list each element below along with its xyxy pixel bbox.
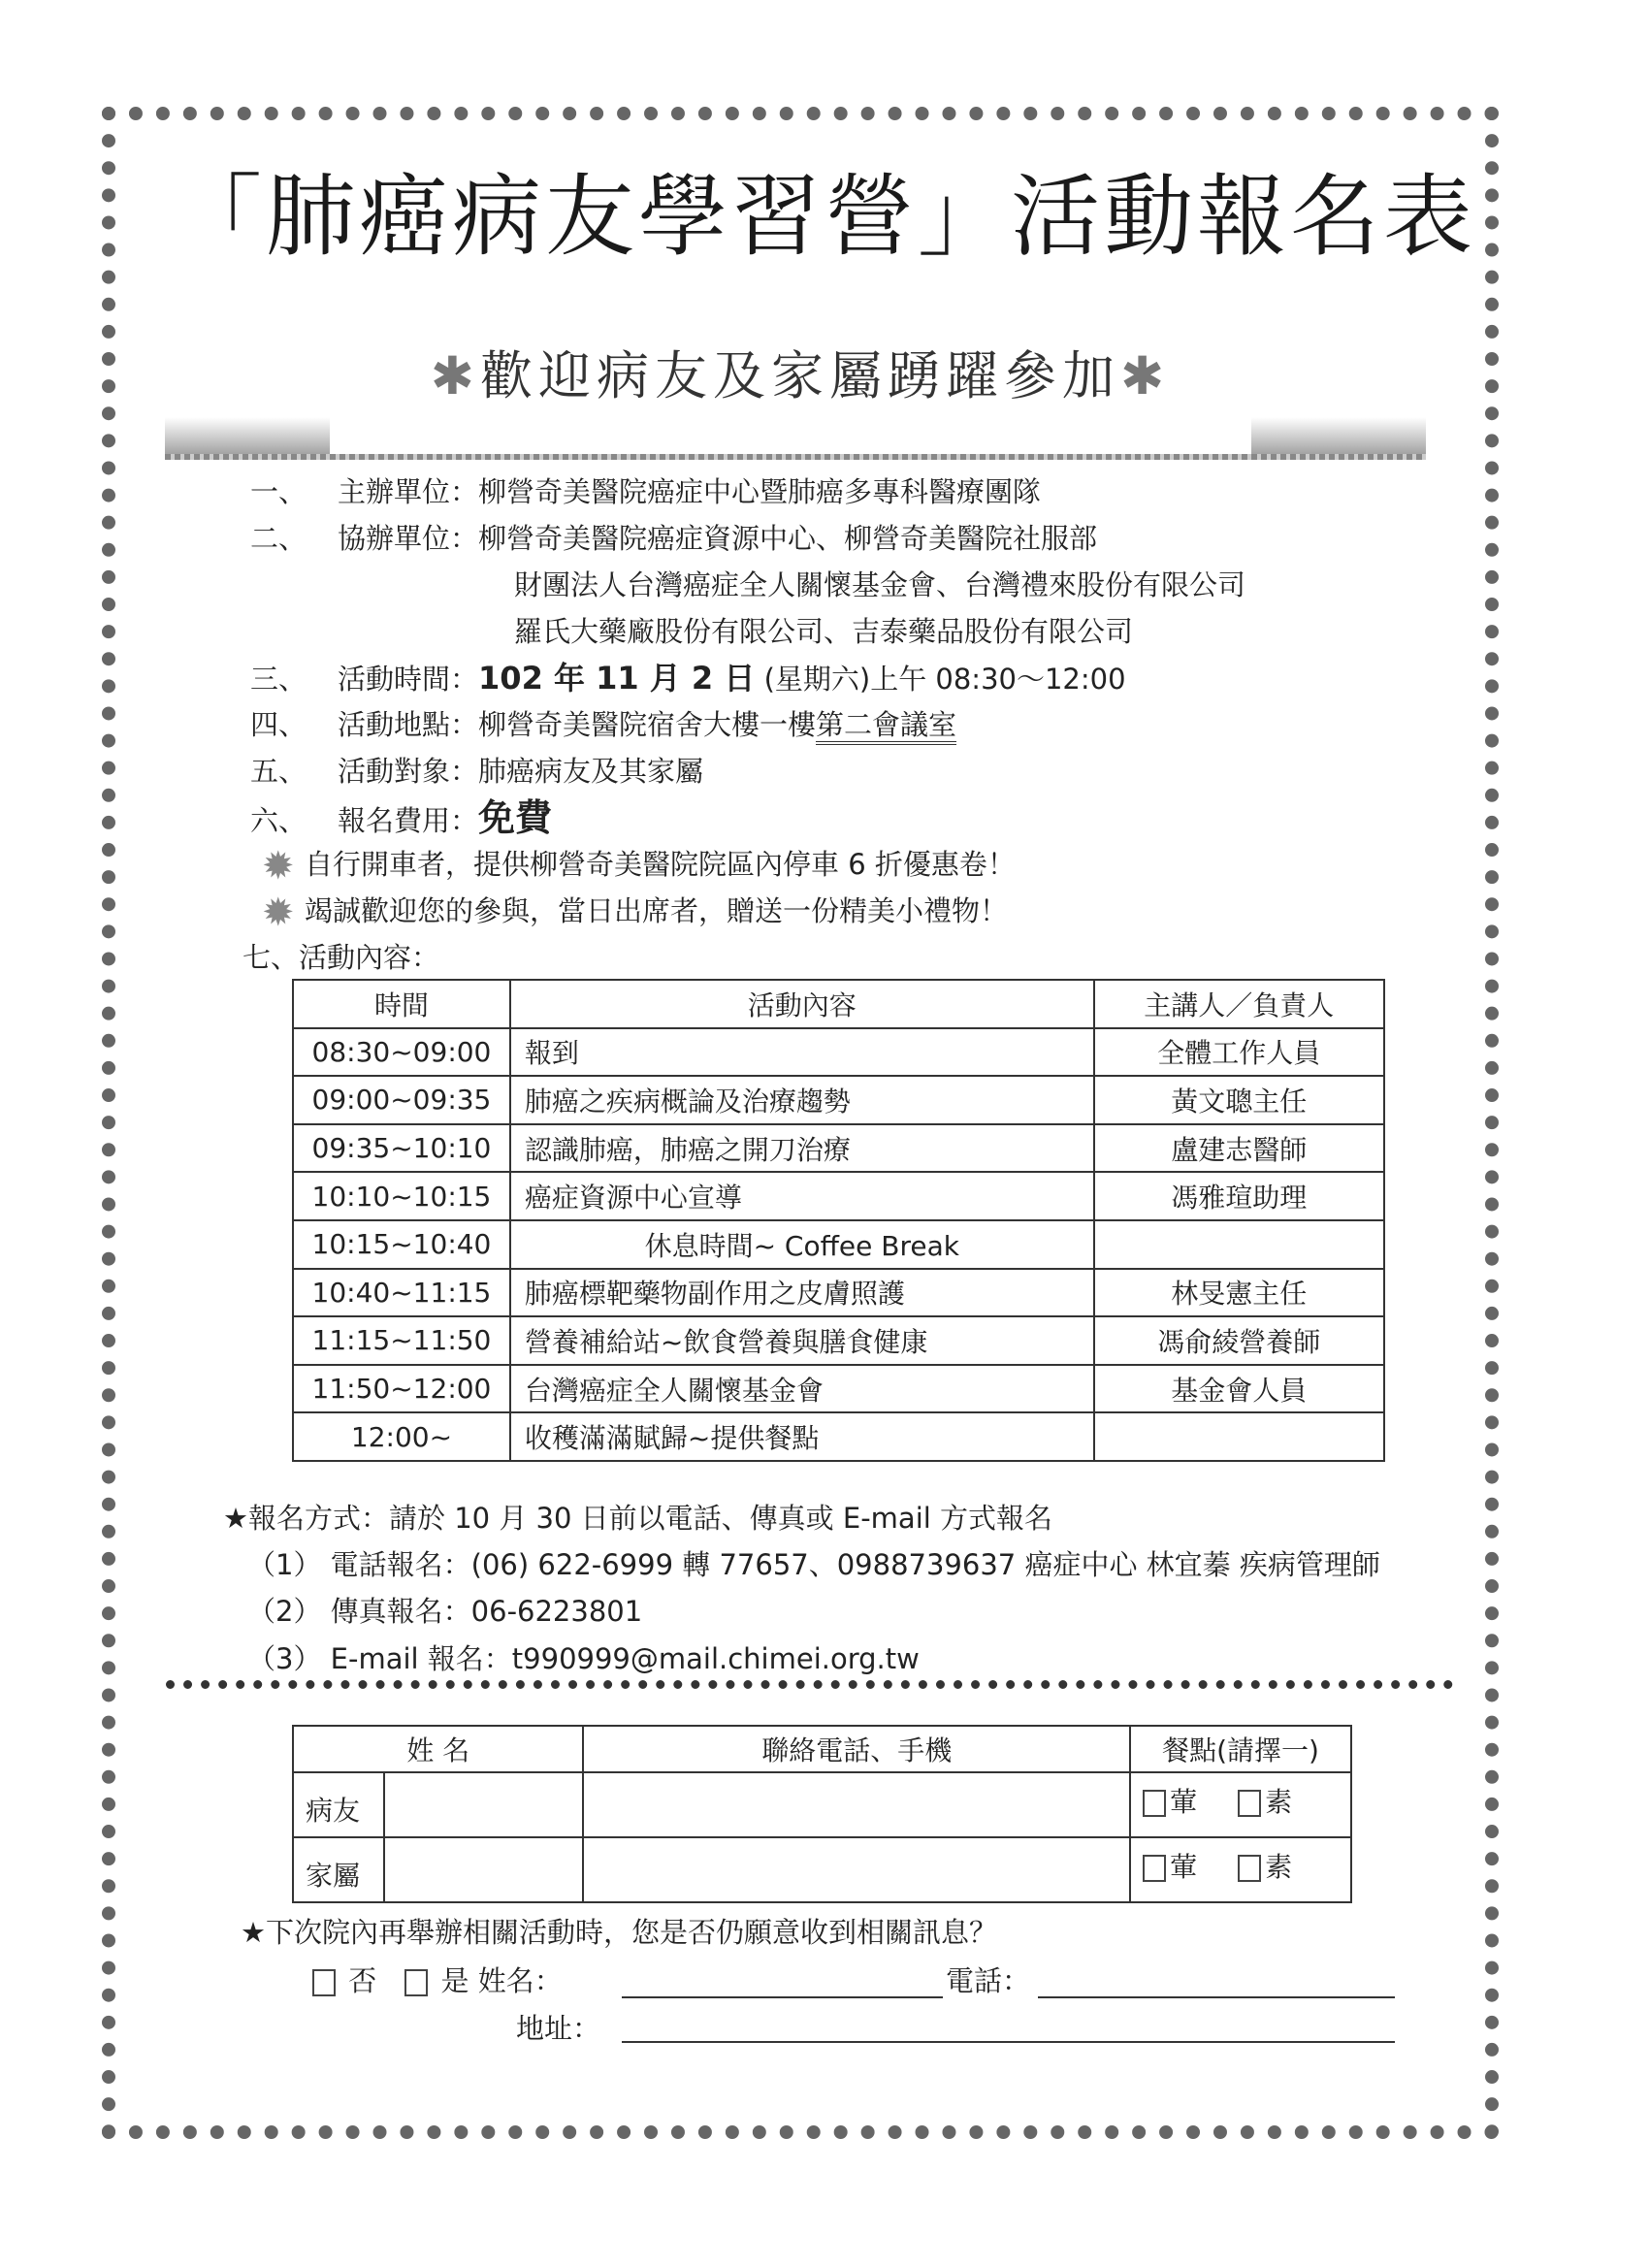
schedule-heading: 七、活動內容： — [242, 941, 440, 974]
time-header: 時間 — [293, 980, 510, 1028]
patient-meal: 葷 素 — [1130, 1772, 1351, 1837]
table-row — [293, 1316, 1384, 1365]
content-cell: 肺癌標靶藥物副作用之皮膚照護 — [510, 1269, 1094, 1317]
content-cell: 肺癌之疾病概論及治療趨勢 — [510, 1076, 1094, 1124]
grass-decoration — [165, 417, 330, 458]
header-meal: 餐點(請擇一) — [1130, 1726, 1351, 1772]
followup-options: 否 是 姓名： — [312, 1960, 563, 2002]
time-cell: 11:15~11:50 — [293, 1316, 510, 1365]
speaker-cell: 馮雅瑄助理 — [1094, 1172, 1384, 1220]
time-cell: 09:00~09:35 — [293, 1076, 510, 1124]
info-co-organizer-line2: 財團法人台灣癌症全人關懷基金會、台灣禮來股份有限公司 — [514, 568, 1246, 601]
info-co-organizer: 二、 協辦單位：柳營奇美醫院癌症資源中心、柳營奇美醫院社服部 — [250, 522, 1098, 555]
content-cell: 休息時間~ Coffee Break — [510, 1220, 1094, 1269]
registration-form-table — [292, 1725, 1352, 1903]
info-organizer: 一、 主辦單位：柳營奇美醫院癌症中心暨肺癌多專科醫療團隊 — [250, 475, 1042, 508]
content-cell: 收穫滿滿賦歸~提供餐點 — [510, 1412, 1094, 1461]
info-co-organizer-line3: 羅氏大藥廠股份有限公司、吉泰藥品股份有限公司 — [514, 615, 1134, 648]
header-phone: 聯絡電話、手機 — [583, 1726, 1130, 1772]
phone-input-line[interactable] — [1038, 1996, 1395, 1998]
time-cell: 10:15~10:40 — [293, 1220, 510, 1269]
family-meal: 葷 素 — [1130, 1837, 1351, 1902]
meat-checkbox[interactable] — [1143, 1790, 1166, 1817]
page-title: 「肺癌病友學習營」活動報名表 — [172, 165, 1476, 269]
star-icon: ✱ — [430, 345, 480, 406]
house-decoration — [1251, 417, 1426, 458]
content-cell: 台灣癌症全人關懷基金會 — [510, 1365, 1094, 1413]
ground-divider — [165, 454, 1426, 460]
speaker-cell: 盧建志醫師 — [1094, 1124, 1384, 1173]
speaker-cell: 基金會人員 — [1094, 1365, 1384, 1413]
address-input-line[interactable] — [622, 2041, 1395, 2043]
table-row — [293, 1269, 1384, 1317]
table-row — [293, 1220, 1384, 1269]
followup-question: ★下次院內再舉辦相關活動時，您是否仍願意收到相關訊息？ — [241, 1916, 998, 1949]
phone-label: 電話： — [946, 1964, 1031, 1997]
vegetarian-checkbox[interactable] — [1238, 1790, 1261, 1817]
time-cell: 08:30~09:00 — [293, 1028, 510, 1077]
star-icon: ★ — [223, 1502, 248, 1535]
table-row — [293, 1124, 1384, 1173]
address-label: 地址： — [516, 2012, 601, 2045]
yes-checkbox[interactable] — [404, 1969, 428, 1996]
info-time: 三、 活動時間：102 年 11 月 2 日 (星期六)上午 08:30～12:00 — [250, 660, 1126, 697]
subtitle: ✱歡迎病友及家屬踴躍參加✱ — [430, 345, 1171, 406]
content-cell: 報到 — [510, 1028, 1094, 1077]
registration-heading: ★報名方式：請於 10 月 30 日前以電話、傳真或 E-mail 方式報名 — [223, 1502, 1053, 1535]
content-header: 活動內容 — [510, 980, 1094, 1028]
time-cell: 12:00~ — [293, 1412, 510, 1461]
patient-phone-field[interactable] — [583, 1772, 1130, 1837]
speaker-cell: 黃文聰主任 — [1094, 1076, 1384, 1124]
speaker-cell: 馮俞綾營養師 — [1094, 1316, 1384, 1365]
table-row — [293, 1172, 1384, 1220]
info-audience: 五、 活動對象：肺癌病友及其家屬 — [250, 755, 704, 788]
info-location: 四、 活動地點：柳營奇美醫院宿舍大樓一樓第二會議室 — [250, 703, 956, 746]
star-icon: ✱ — [1120, 345, 1171, 406]
time-cell: 10:10~10:15 — [293, 1172, 510, 1220]
registration-phone: （1） 電話報名：(06) 622-6999 轉 77657、0988739637 癌症中心 林宜蓁 疾病管理師 — [247, 1548, 1380, 1581]
content-cell: 癌症資源中心宣導 — [510, 1172, 1094, 1220]
table-row — [293, 1028, 1384, 1077]
name-input-line[interactable] — [622, 1996, 943, 1998]
vegetarian-checkbox[interactable] — [1238, 1855, 1261, 1882]
header-name: 姓 名 — [293, 1726, 583, 1772]
speaker-cell: 全體工作人員 — [1094, 1028, 1384, 1077]
note-gift: ✹ 竭誠歡迎您的參與，當日出席者，贈送一份精美小禮物！ — [262, 891, 1009, 935]
table-row — [293, 1412, 1384, 1461]
no-checkbox[interactable] — [312, 1969, 336, 1996]
table-row — [293, 1365, 1384, 1413]
content-cell: 營養補給站~飲食營養與膳食健康 — [510, 1316, 1094, 1365]
patient-name-field[interactable] — [384, 1772, 584, 1837]
note-parking: ✹ 自行開車者，提供柳營奇美醫院院區內停車 6 折優惠卷！ — [262, 844, 1016, 889]
registration-fax: （2） 傳真報名：06-6223801 — [247, 1595, 643, 1628]
registration-email[interactable]: （3） E-mail 報名：t990999@mail.chimei.org.tw — [247, 1642, 920, 1675]
meat-checkbox[interactable] — [1143, 1855, 1166, 1882]
family-name-field[interactable] — [384, 1837, 584, 1902]
speaker-cell — [1094, 1220, 1384, 1269]
speaker-cell — [1094, 1412, 1384, 1461]
cut-line-divider — [166, 1680, 1453, 1690]
family-phone-field[interactable] — [583, 1837, 1130, 1902]
content-cell: 認識肺癌，肺癌之開刀治療 — [510, 1124, 1094, 1173]
sun-icon: ✹ — [262, 844, 295, 889]
row-label-family: 家屬 — [293, 1837, 384, 1902]
time-cell: 09:35~10:10 — [293, 1124, 510, 1173]
speaker-header: 主講人／負責人 — [1094, 980, 1384, 1028]
speaker-cell: 林旻憲主任 — [1094, 1269, 1384, 1317]
sun-icon: ✹ — [262, 891, 295, 935]
table-row — [293, 1076, 1384, 1124]
time-cell: 10:40~11:15 — [293, 1269, 510, 1317]
schedule-table — [292, 979, 1385, 1462]
time-cell: 11:50~12:00 — [293, 1365, 510, 1413]
row-label-patient: 病友 — [293, 1772, 384, 1837]
star-icon: ★ — [241, 1916, 266, 1949]
info-fee: 六、 報名費用：免費 — [250, 796, 553, 839]
schedule-header-row — [293, 980, 1384, 1028]
